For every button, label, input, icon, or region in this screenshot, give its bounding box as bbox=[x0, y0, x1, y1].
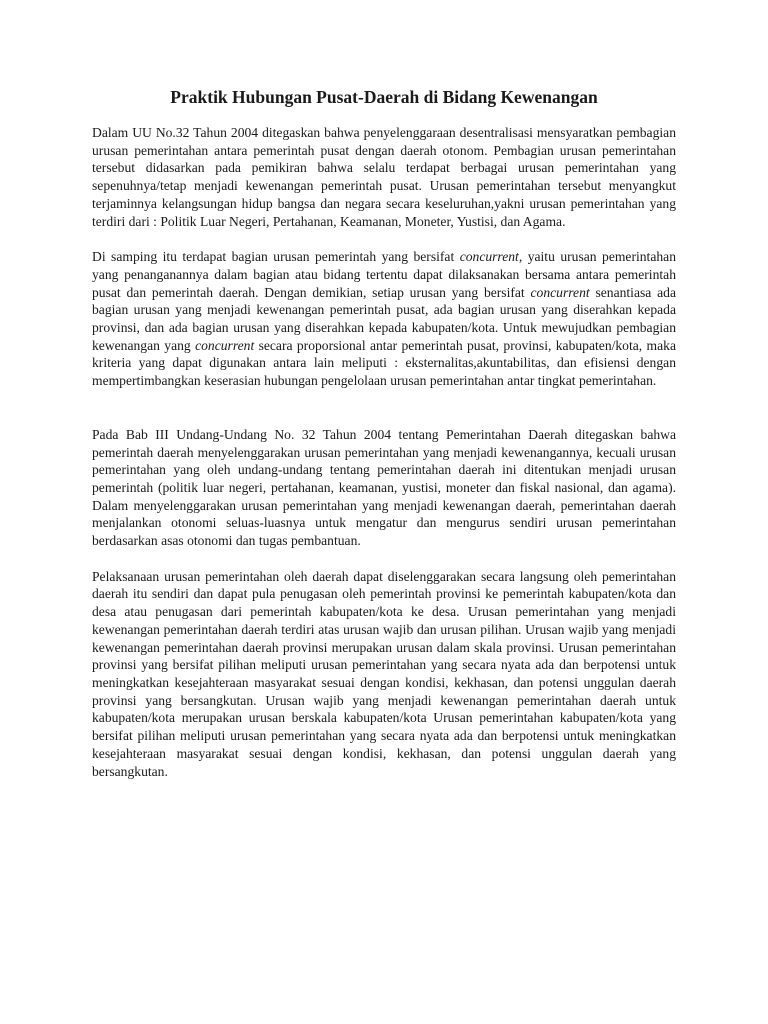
paragraph-2-text-b: yaitu urusan pemerintahan yang penanganannya dalam bagian atau bidang tertentu dapat dilaksanakan bersama antara pemerintah pusat dan pemerintah daerah. Dengan demikian, setiap urusan yang bersifat bbox=[92, 249, 676, 300]
paragraph-3: Pada Bab III Undang-Undang No. 32 Tahun 2004 tentang Pemerintahan Daerah ditegaskan bahwa pemerintah daerah menyelenggarakan urusan pemerintahan yang menjadi kewenangannya, kecuali urusan pemerintahan yang oleh undang-undang tentang pemerintahan daerah ini ditentukan menjadi urusan pemerintah (politik luar negeri, pertahanan, keamanan, yustisi, moneter dan fiskal nasional, dan agama). Dalam menyelenggarakan urusan pemerintahan yang menjadi kewenangan daerah, pemerintahan daerah menjalankan otonomi seluas-luasnya untuk mengatur dan mengurus sendiri urusan pemerintahan berdasarkan asas otonomi dan tugas pembantuan. bbox=[92, 426, 676, 549]
paragraph-4: Pelaksanaan urusan pemerintahan oleh daerah dapat diselenggarakan secara langsung oleh pemerintahan daerah itu sendiri dan dapat pula penugasan oleh pemerintah provinsi ke pemerintah kabupaten/kota dan desa atau penugasan dari pemerintah kabupaten/kota ke desa. Urusan pemerintahan yang menjadi kewenangan pemerintahan daerah terdiri atas urusan wajib dan urusan pilihan. Urusan wajib yang menjadi kewenangan pemerintahan daerah provinsi merupakan urusan dalam skala provinsi. Urusan pemerintahan provinsi yang bersifat pilihan meliputi urusan pemerintahan yang secara nyata ada dan berpotensi untuk meningkatkan kesejahteraan masyarakat sesuai dengan kondisi, kekhasan, dan potensi unggulan daerah provinsi yang bersangkutan. Urusan wajib yang menjadi kewenangan pemerintahan daerah untuk kabupaten/kota merupakan urusan berskala kabupaten/kota Urusan pemerintahan kabupaten/kota yang bersifat pilihan meliputi urusan pemerintahan yang secara nyata ada dan berpotensi untuk meningkatkan kesejahteraan masyarakat sesuai dengan kondisi, kekhasan, dan potensi unggulan daerah yang bersangkutan. bbox=[92, 568, 676, 779]
paragraph-2-emphasis-1: concurrent, bbox=[459, 249, 523, 265]
paragraph-2 bbox=[92, 248, 676, 390]
paragraph-1: Dalam UU No.32 Tahun 2004 ditegaskan bahwa penyelenggaraan desentralisasi mensyaratkan pembagian urusan pemerintahan antara pemerintah pusat dengan daerah otonom. Pembagian urusan pemerintahan tersebut didasarkan pada pemikiran bahwa selalu terdapat berbagai urusan pemerintahan yang sepenuhnya/tetap menjadi kewenangan pemerintah pusat. Urusan pemerintahan tersebut menyangkut terjaminnya kelangsungan hidup bangsa dan negara secara keseluruhan,yakni urusan pemerintahan yang terdiri dari : Politik Luar Negeri, Pertahanan, Keamanan, Moneter, Yustisi, dan Agama. bbox=[92, 125, 676, 229]
document-title: Praktik Hubungan Pusat-Daerah di Bidang Kewenangan bbox=[170, 87, 598, 107]
paragraph-2-text-a: Di samping itu terdapat bagian urusan pemerintah yang bersifat bbox=[92, 249, 460, 265]
paragraph-2-emphasis-2: concurrent bbox=[530, 284, 590, 300]
paragraph-2-text-c: senantiasa ada bagian urusan yang menjadi kewenangan pemerintah pusat, ada bagian urusan yang diserahkan kepada provinsi, dan ada bagian urusan yang diserahkan kepada kabupaten/kota. Untuk mewujudkan pembagian kewenangan yang bbox=[92, 284, 676, 353]
paragraph-2-text-d: secara proporsional antar pemerintah pusat, provinsi, kabupaten/kota, maka kriteria yang dapat digunakan antara lain meliputi : eksternalitas,akuntabilitas, dan efisiensi dengan mempertimbangkan keserasian hubungan pengelolaan urusan pemerintahan antar tingkat pemerintahan. bbox=[92, 337, 676, 389]
paragraph-2-emphasis-3: concurrent bbox=[195, 337, 255, 353]
